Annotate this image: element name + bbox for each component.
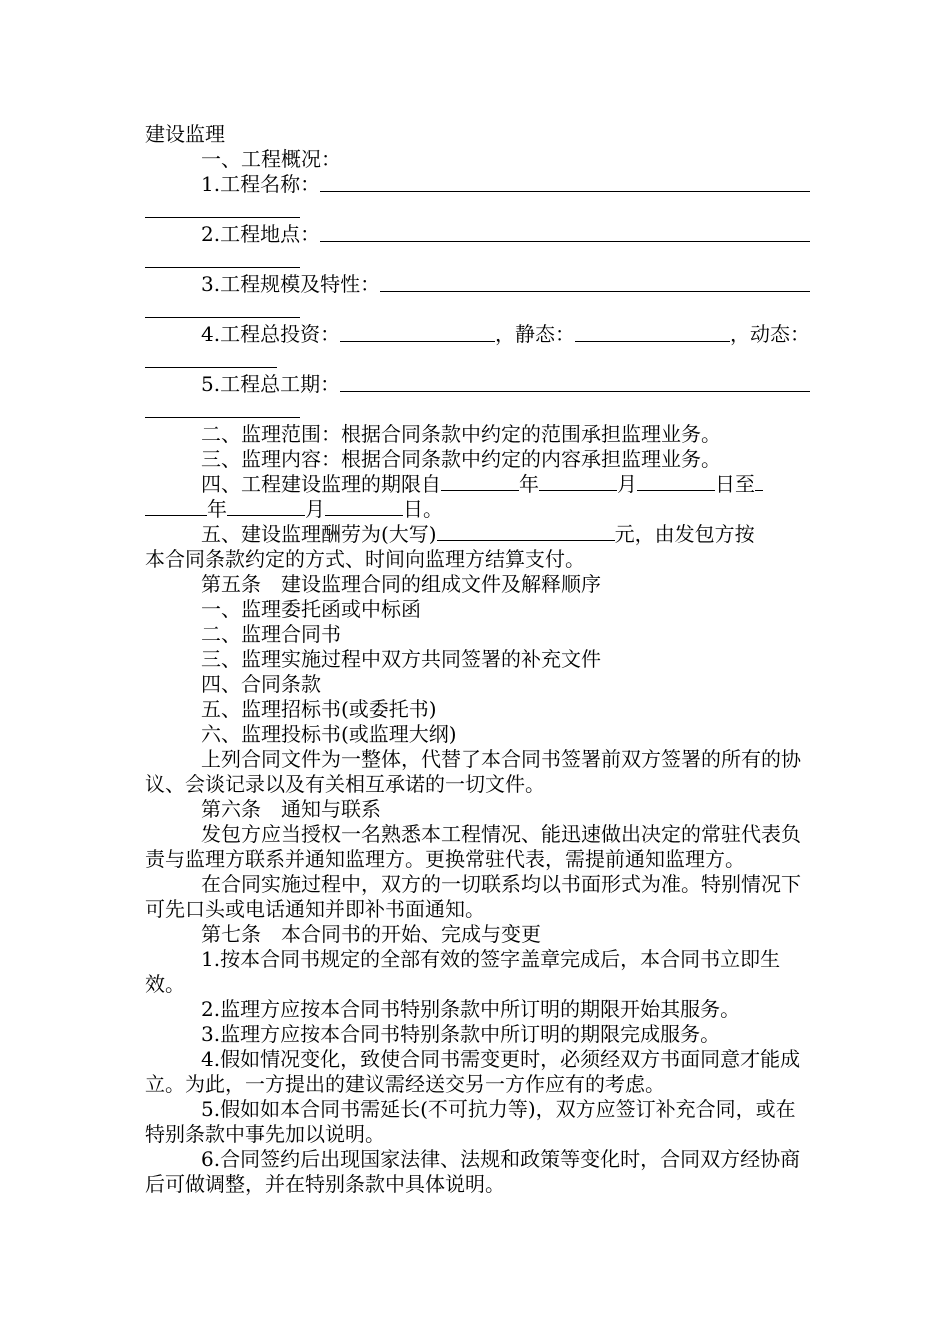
article7-item: 6.合同签约后出现国家法律、法规和政策等变化时，合同双方经协商后可做调整，并在特别条款中具体说明。 [145, 1147, 801, 1196]
supervision-fee-line2: 本合同条款约定的方式、时间向监理方结算支付。 [145, 547, 585, 571]
year-label: 年 [519, 472, 539, 496]
supervision-period-line2 [145, 497, 810, 522]
month-label: 月 [617, 472, 637, 496]
end-month-label: 月 [305, 497, 325, 521]
dynamic-blank[interactable] [145, 347, 810, 372]
article5-heading: 第五条 建设监理合同的组成文件及解释顺序 [201, 572, 601, 596]
project-name-blank[interactable] [320, 191, 810, 192]
project-scale-field [145, 272, 810, 297]
article7-item: 3.监理方应按本合同书特别条款中所订明的期限完成服务。 [201, 1022, 721, 1046]
article5-item: 六、监理投标书(或监理大纲) [201, 722, 457, 746]
article7-item: 5.假如如本合同书需延长(不可抗力等)，双方应签订补充合同，或在特别条款中事先加以说明。 [145, 1097, 796, 1146]
project-name-label: 1.工程名称： [201, 172, 321, 196]
end-year-blank-start[interactable] [755, 472, 763, 491]
duration-blank[interactable] [340, 391, 810, 392]
project-scale-label: 3.工程规模及特性： [201, 272, 381, 296]
dynamic-label: ，动态： [730, 322, 810, 346]
fee-prefix: 五、建设监理酬劳为(大写) [201, 522, 437, 546]
article5-item: 四、合同条款 [201, 672, 321, 696]
article6-paragraph: 发包方应当授权一名熟悉本工程情况、能迅速做出决定的常驻代表负责与监理方联系并通知监理方。更换常驻代表，需提前通知监理方。 [145, 822, 801, 871]
article5-item: 三、监理实施过程中双方共同签署的补充文件 [201, 647, 601, 671]
period-prefix: 四、工程建设监理的期限自 [201, 472, 441, 496]
article6-paragraph: 在合同实施过程中，双方的一切联系均以书面形式为准。特别情况下可先口头或电话通知并即补书面通知。 [145, 872, 801, 921]
end-month-blank[interactable] [227, 497, 305, 516]
fee-amount-blank[interactable] [437, 522, 615, 541]
article5-item: 二、监理合同书 [201, 622, 341, 646]
project-location-blank[interactable] [320, 241, 810, 242]
end-day-blank[interactable] [325, 497, 403, 516]
investment-label: 4.工程总投资： [201, 322, 341, 346]
supervision-content: 三、监理内容：根据合同条款中约定的内容承担监理业务。 [201, 447, 721, 471]
project-location-field [145, 222, 810, 247]
article7-heading: 第七条 本合同书的开始、完成与变更 [201, 922, 541, 946]
static-blank[interactable] [575, 341, 730, 342]
project-name-field [145, 172, 810, 197]
static-label: ，静态： [495, 322, 576, 346]
project-name-blank-continued [145, 197, 810, 222]
article7-item: 2.监理方应按本合同书特别条款中所订明的期限开始其服务。 [201, 997, 741, 1021]
fee-suffix: 元，由发包方按 [614, 522, 755, 546]
end-year-label: 年 [207, 497, 227, 521]
day-to-label: 日至 [715, 472, 755, 496]
duration-label: 5.工程总工期： [201, 372, 341, 396]
project-investment-field [145, 322, 810, 347]
contract-page [145, 122, 810, 1197]
project-location-label: 2.工程地点： [201, 222, 321, 246]
duration-blank-continued [145, 397, 810, 422]
article5-item: 五、监理招标书(或委托书) [201, 697, 437, 721]
supervision-scope: 二、监理范围：根据合同条款中约定的范围承担监理业务。 [201, 422, 721, 446]
start-day-blank[interactable] [637, 472, 715, 491]
article6-heading: 第六条 通知与联系 [201, 797, 381, 821]
end-day-label: 日。 [403, 497, 443, 521]
project-duration-field [145, 372, 810, 397]
investment-blank[interactable] [340, 341, 495, 342]
project-scale-blank[interactable] [380, 291, 810, 292]
article7-item: 1.按本合同书规定的全部有效的签字盖章完成后，本合同书立即生效。 [145, 947, 781, 996]
article5-note: 上列合同文件为一整体，代替了本合同书签署前双方签署的所有的协议、会谈记录以及有关相互承诺的一切文件。 [145, 747, 801, 796]
section-heading-overview: 一、工程概况： [201, 147, 341, 171]
article5-item: 一、监理委托函或中标函 [201, 597, 421, 621]
document-title: 建设监理 [145, 122, 225, 146]
supervision-period-line1 [145, 472, 810, 497]
project-location-blank-continued [145, 247, 810, 272]
project-scale-blank-continued [145, 297, 810, 322]
start-year-blank[interactable] [441, 472, 519, 491]
start-month-blank[interactable] [539, 472, 617, 491]
supervision-fee-line1 [145, 522, 810, 547]
article7-item: 4.假如情况变化，致使合同书需变更时，必须经双方书面同意才能成立。为此，一方提出的建议需经送交另一方作应有的考虑。 [145, 1047, 801, 1096]
end-year-blank[interactable] [145, 497, 207, 516]
